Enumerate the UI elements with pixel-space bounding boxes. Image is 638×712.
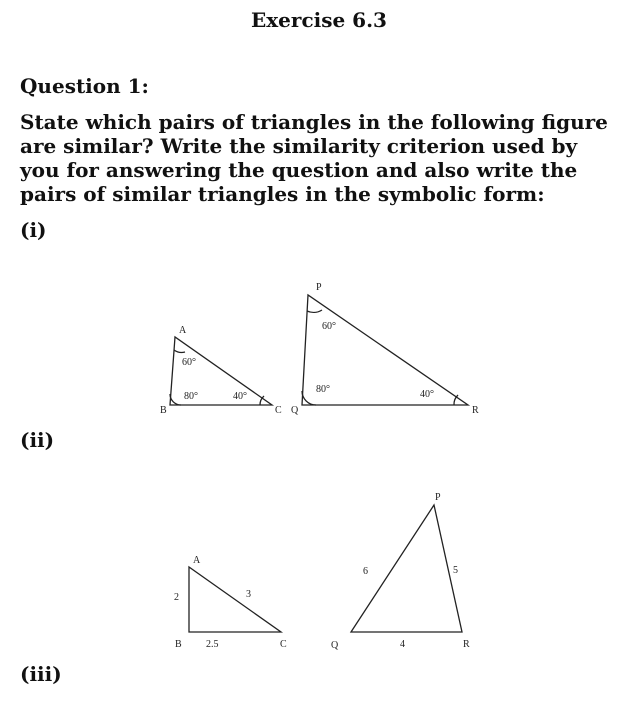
side-ac-ii: 3 <box>246 589 251 600</box>
side-ab-ii: 2 <box>174 592 179 603</box>
vertex-r-ii: R <box>463 639 470 650</box>
part-i-label: (i) <box>20 218 47 242</box>
angle-q-i: 80° <box>316 384 330 395</box>
vertex-p-i: P <box>316 282 322 293</box>
vertex-a-i: A <box>179 325 187 336</box>
side-qr-ii: 4 <box>400 639 405 650</box>
part-ii-label: (ii) <box>20 428 55 452</box>
angle-a-i: 60° <box>182 357 196 368</box>
exercise-title: Exercise 6.3 <box>251 8 387 32</box>
angle-r-i: 40° <box>420 389 434 400</box>
vertex-q-ii: Q <box>331 640 339 651</box>
question-text: State which pairs of triangles in the following figure are similar? Write the similarity criterion used by you for answering the question and also write the pairs of similar triangles in the symbolic form: <box>20 110 608 206</box>
angle-b-i: 80° <box>184 391 198 402</box>
vertex-c-i: C <box>275 405 282 416</box>
side-pq-ii: 6 <box>363 566 368 577</box>
vertex-a-ii: A <box>193 555 201 566</box>
question-label: Question 1: <box>20 74 149 98</box>
side-bc-ii: 2.5 <box>206 639 219 650</box>
vertex-r-i: R <box>472 405 479 416</box>
vertex-p-ii: P <box>435 492 441 503</box>
vertex-q-i: Q <box>291 405 299 416</box>
vertex-b-ii: B <box>175 639 182 650</box>
angle-p-i: 60° <box>322 321 336 332</box>
part-iii-label: (iii) <box>20 662 62 686</box>
vertex-b-i: B <box>160 405 167 416</box>
triangle-abc-ii <box>189 567 281 632</box>
angle-c-i: 40° <box>233 391 247 402</box>
vertex-c-ii: C <box>280 639 287 650</box>
side-pr-ii: 5 <box>453 565 458 576</box>
